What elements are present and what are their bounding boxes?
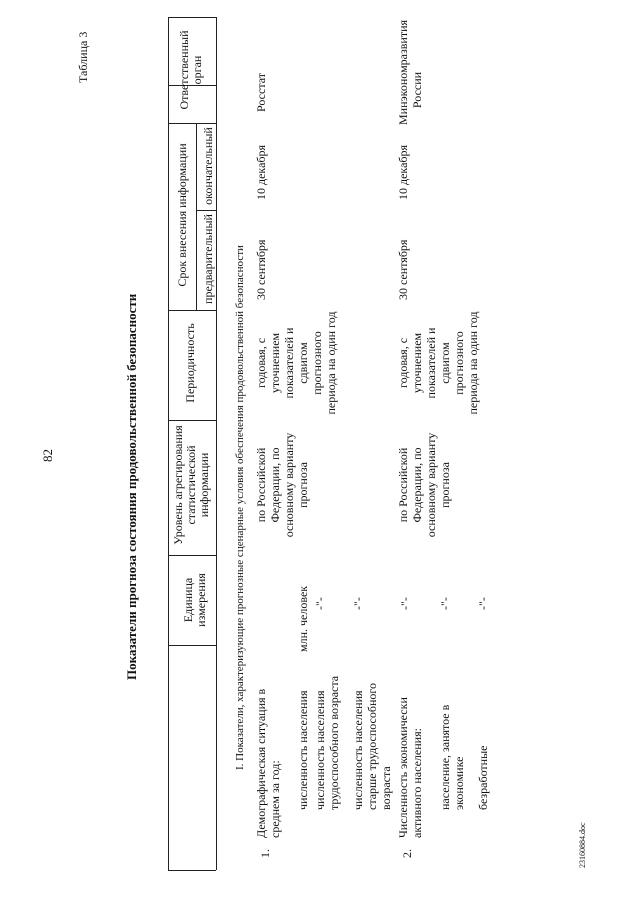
deadline-prelim-value: 30 сентября: [254, 239, 268, 300]
header-deadline-final: окончательный: [201, 127, 215, 205]
deadline-final-value: 10 декабря: [254, 144, 268, 200]
sub-indicator: численность населения: [296, 690, 310, 810]
page-title: Показатели прогноза состояния продовольственной безопасности: [124, 293, 139, 680]
header-responsible: Ответственный орган: [177, 30, 204, 110]
unit-value: млн. человек: [296, 585, 310, 652]
page-number: 82: [40, 449, 55, 462]
row-number: 1.: [258, 849, 272, 858]
aggregation-level: по Российской Федерации, по основному варианту прогноза: [396, 432, 452, 538]
indicator-name: Демографическая ситуация в среднем за год:: [254, 688, 282, 838]
footer-filename: 23160884.doc: [578, 822, 587, 868]
responsible-value: Минэкономразвития России: [396, 19, 424, 125]
section-title: I. Показатели, характеризующие прогнозные сценарные условия обеспечения продовольственной безопасности: [234, 245, 246, 770]
header-deadline: Срок внесения информации: [175, 143, 189, 287]
table-label: Таблица 3: [76, 31, 90, 83]
periodicity-value: годовая, с уточнением показателей и сдвигом прогнозного периода на один год: [254, 311, 338, 415]
unit-value: -"-: [313, 597, 327, 610]
row-number: 2.: [400, 849, 414, 858]
sub-indicator: безработные: [476, 745, 490, 810]
unit-value: -"-: [351, 597, 365, 610]
deadline-final-value: 10 декабря: [396, 144, 410, 200]
responsible-value: Росстат: [254, 73, 268, 112]
unit-value: -"-: [398, 597, 412, 610]
header-deadline-prelim: предварительный: [201, 214, 215, 304]
header-level: Уровень агрегирования статистической информации: [171, 425, 211, 545]
aggregation-level: по Российской Федерации, по основному варианту прогноза: [254, 432, 310, 538]
sub-indicator: численность населения старше трудоспособного возраста: [351, 682, 393, 810]
indicator-name: Численность экономически активного населения:: [396, 697, 424, 838]
unit-value: -"-: [476, 597, 490, 610]
header-unit: Единица измерения: [181, 573, 208, 627]
header-periodicity: Периодичность: [183, 323, 197, 403]
deadline-prelim-value: 30 сентября: [396, 239, 410, 300]
periodicity-value: годовая, с уточнением показателей и сдвигом прогнозного периода на один год: [396, 311, 480, 415]
sub-indicator: население, занятое в экономике: [438, 704, 466, 810]
unit-value: -"-: [438, 597, 452, 610]
sub-indicator: численность населения трудоспособного возраста: [313, 675, 341, 810]
